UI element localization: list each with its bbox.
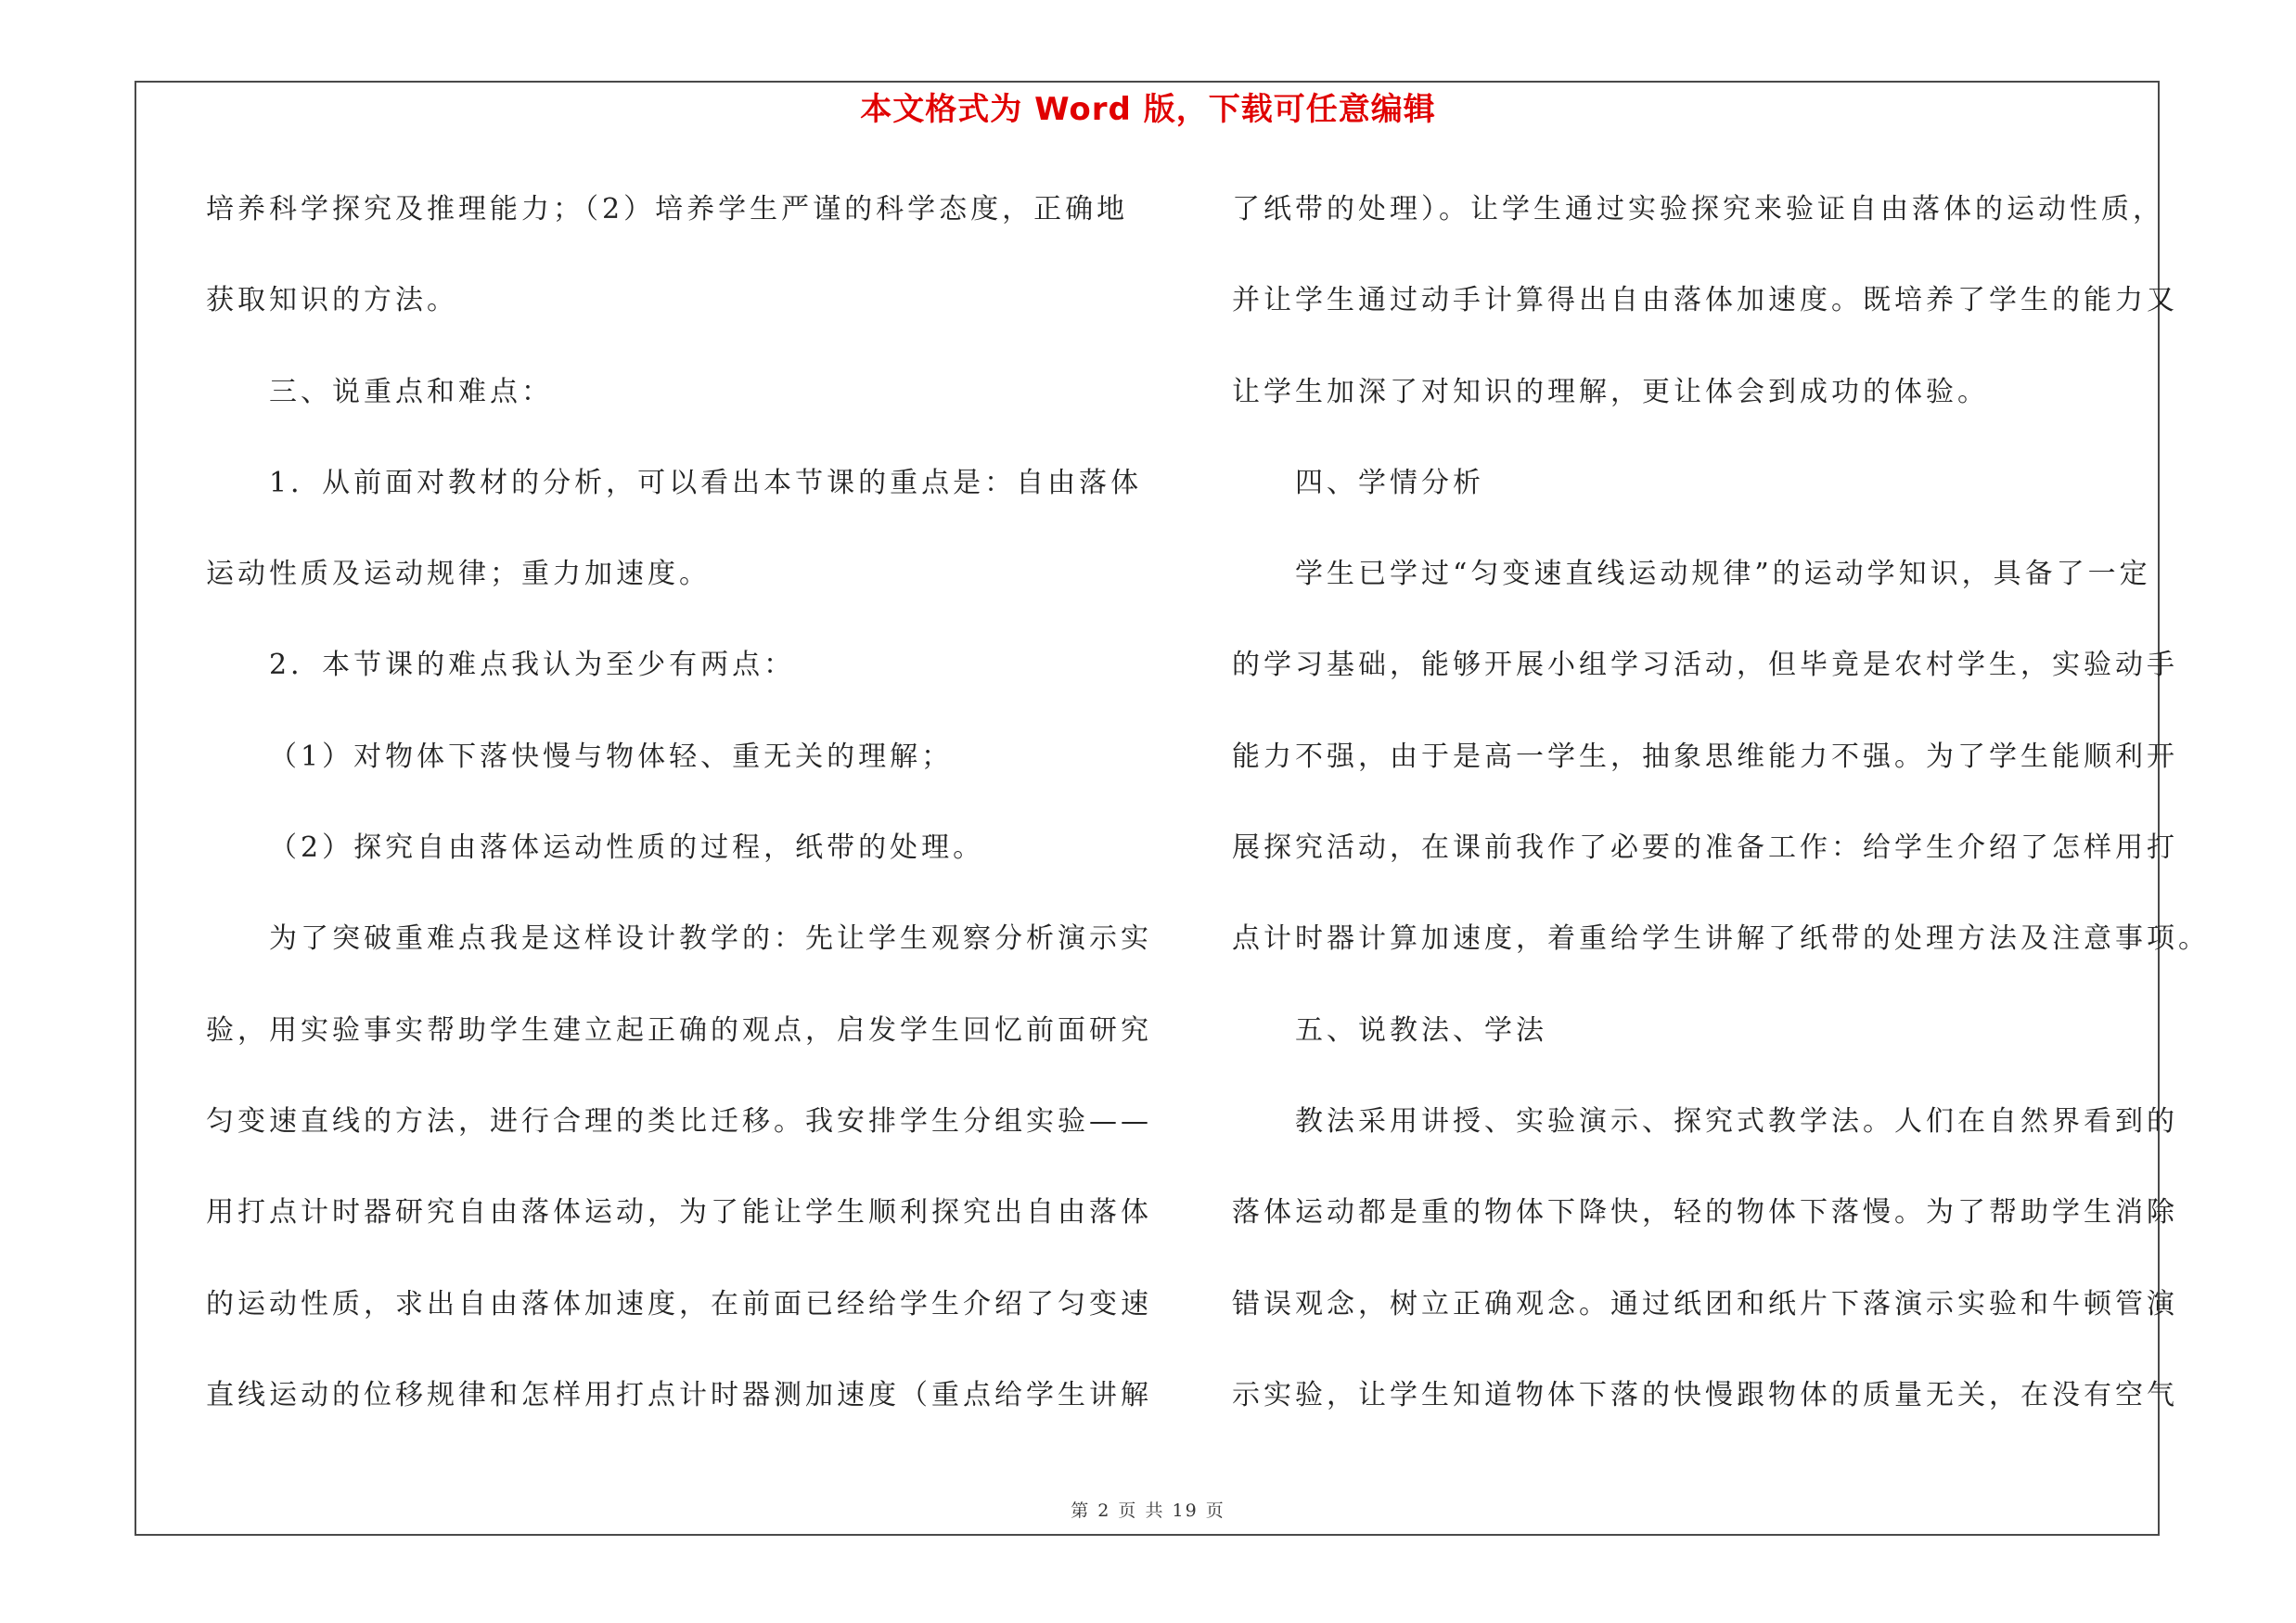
section-heading: 三、说重点和难点：	[269, 375, 553, 408]
text-line: 的学习基础，能够开展小组学习活动，但毕竟是农村学生，实验动手	[1232, 649, 2178, 682]
text-line: （1）对物体下落快慢与物体轻、重无关的理解；	[269, 740, 954, 773]
text-line: 2．本节课的难点我认为至少有两点：	[269, 649, 796, 682]
text-line: 的运动性质，求出自由落体加速度，在前面已经给学生介绍了匀变速	[206, 1287, 1152, 1320]
text-line: 点计时器计算加速度，着重给学生讲解了纸带的处理方法及注意事项。	[1232, 922, 2210, 956]
text-line: 落体运动都是重的物体下降快，轻的物体下落慢。为了帮助学生消除	[1232, 1196, 2178, 1230]
text-line: 了纸带的处理）。让学生通过实验探究来验证自由落体的运动性质，	[1232, 193, 2164, 225]
text-line: 并让学生通过动手计算得出自由落体加速度。既培养了学生的能力又	[1232, 284, 2178, 317]
text-line: 培养科学探究及推理能力；（2）培养学生严谨的科学态度，正确地	[206, 193, 1129, 225]
text-line: 让学生加深了对知识的理解，更让体会到成功的体验。	[1232, 375, 1989, 408]
text-line: 1．从前面对教材的分析，可以看出本节课的重点是：自由落体	[269, 466, 1143, 499]
page-number: 第 2 页 共 19 页	[1071, 1501, 1225, 1521]
document-header: 本文格式为 Word 版，下载可任意编辑	[860, 91, 1436, 128]
text-line: 用打点计时器研究自由落体运动，为了能让学生顺利探究出自由落体	[206, 1196, 1152, 1230]
text-line: 展探究活动，在课前我作了必要的准备工作：给学生介绍了怎样用打	[1232, 831, 2178, 865]
text-line: 教法采用讲授、实验演示、探究式教学法。人们在自然界看到的	[1295, 1104, 2178, 1138]
left-column	[206, 181, 1152, 1458]
text-line: 示实验，让学生知道物体下落的快慢跟物体的质量无关，在没有空气	[1232, 1378, 2178, 1411]
text-line: 学生已学过“匀变速直线运动规律”的运动学知识，具备了一定	[1295, 558, 2151, 591]
text-line: 运动性质及运动规律；重力加速度。	[206, 558, 711, 591]
text-line: 能力不强，由于是高一学生，抽象思维能力不强。为了学生能顺利开	[1232, 740, 2178, 773]
text-line: 匀变速直线的方法，进行合理的类比迁移。我安排学生分组实验——	[206, 1104, 1152, 1138]
section-heading: 五、说教法、学法	[1295, 1013, 1547, 1047]
text-line: 获取知识的方法。	[206, 284, 458, 317]
text-line: （2）探究自由落体运动性质的过程，纸带的处理。	[269, 831, 985, 865]
section-heading: 四、学情分析	[1295, 466, 1484, 499]
text-line: 错误观念，树立正确观念。通过纸团和纸片下落演示实验和牛顿管演	[1232, 1287, 2178, 1320]
text-line: 为了突破重难点我是这样设计教学的：先让学生观察分析演示实	[269, 922, 1152, 956]
text-line: 直线运动的位移规律和怎样用打点计时器测加速度（重点给学生讲解	[206, 1378, 1152, 1411]
text-line: 验，用实验事实帮助学生建立起正确的观点，启发学生回忆前面研究	[206, 1013, 1152, 1047]
right-column	[1232, 181, 2210, 1458]
